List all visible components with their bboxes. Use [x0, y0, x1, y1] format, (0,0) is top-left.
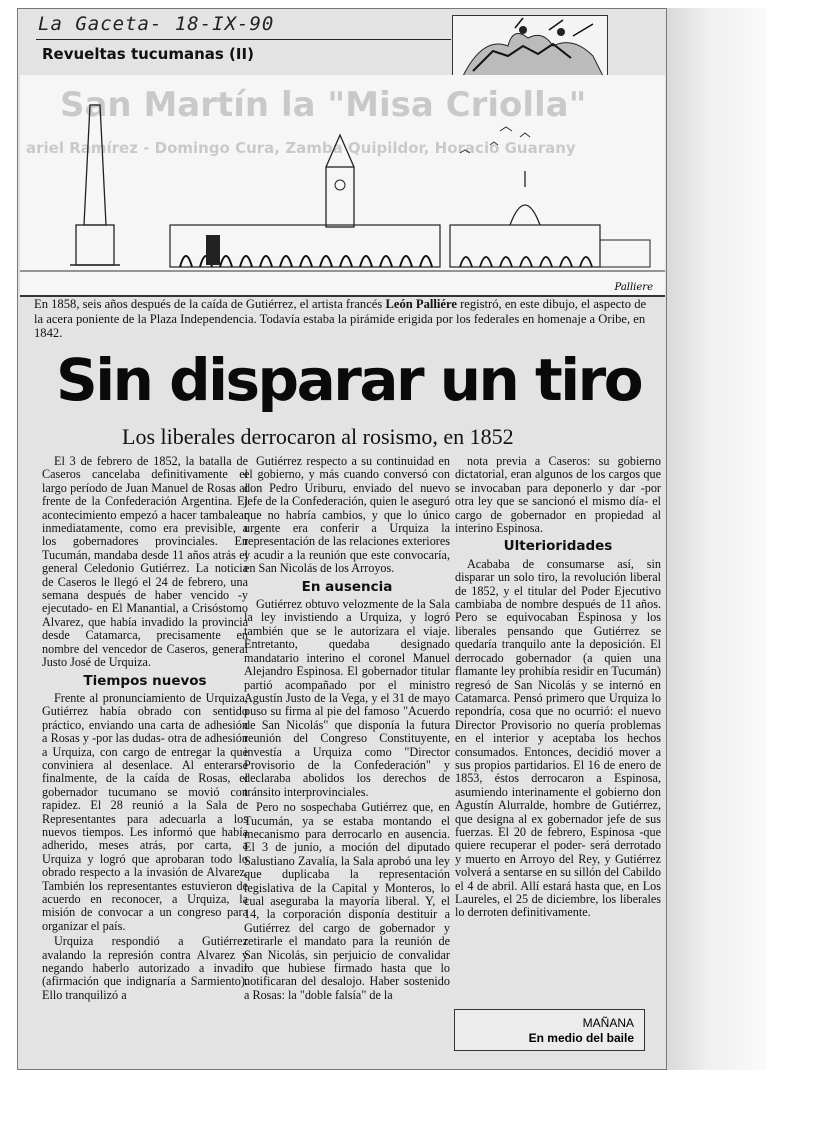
subheading-ulterioridades: Ulterioridades — [503, 538, 613, 555]
subheading-en-ausencia: En ausencia — [301, 578, 393, 595]
headline: Sin disparar un tiro — [56, 346, 642, 414]
newspaper-clipping — [17, 8, 667, 1070]
next-title: En medio del baile — [528, 1031, 634, 1045]
paragraph: Urquiza respondió a Gutiérrez avalando la represión contra Alvarez y negando haberlo autorizado a invadir (afirmación que indignaría a Sarmiento). Ello tranquilizó a — [42, 934, 248, 1002]
next-installment-box — [454, 1009, 645, 1051]
paragraph: Acababa de consumarse así, sin disparar un solo tiro, la revolución liberal de 1852, y el titular del Poder Ejecutivo cambiaba de nombre después de 11 años. Pero se equivocaban Espinosa y los liberales pensando que Gutiérrez se quedaría tranquilo ante la deposición. El derrocado gobernador (a quien una flamante ley prohibía residir en Tucumán) regresó de San Nicolás y se internó en Catamarca. Pensó primero que Urquiza lo repondría, cosa que no ocurrió: el nuevo Director Provisorio no quería problemas en el interior y aceptaba los hechos consumados. Entonces, decidió mover a sus propios partidarios. El 16 de enero de 1853, éstos derrocaron a Espinosa, asumiendo interinamente el gobierno don Agustín Alurralde, hombre de Gutiérrez, que designa al ex gobernador jefe de sus fuerzas. El 20 de febrero, Espinosa -que quiere recuperar el poder- será derrotado y muerto en Arroyo del Rey, y Gutiérrez volverá a sentarse en su sillón del Cabildo el 4 de abril. Allí estará hasta que, en Los Laureles, el 25 de diciembre, los liberales lo derroten definitivamente. — [455, 556, 661, 920]
subheading-tiempos-nuevos: Tiempos nuevos — [83, 672, 207, 689]
paragraph: nota previa a Caseros: su gobierno dictatorial, eran algunos de los cargos que se invocaban para deponerlo y dar -por otra ley que se sancionó el mismo día- el cargo de gobernador en propiedad al interino Espinosa. — [455, 454, 661, 536]
paragraph: El 3 de febrero de 1852, la batalla de Caseros cancelaba definitivamente el largo período de Juan Manuel de Rosas al frente de la Confederación Argentina. El acontecimiento empezó a hacer tambalear inmediatamente, como era previsible, a los gobernadores provinciales. En Tucumán, mandaba desde 11 años atrás el general Celedonio Gutiérrez. La noticia de Caseros le llegó el 24 de febrero, una semana después de haber vencido -y ejecutado- en El Manantial, a Crisóstomo Alvarez, que había invadido la provincia desde Catamarca, precisamente en nombre del vencedor de Caseros, general Justo José de Urquiza. — [42, 454, 248, 670]
article-column-2 — [244, 455, 450, 1004]
article-column-1 — [42, 455, 248, 1004]
paragraph: Gutiérrez respecto a su continuidad en el gobierno, y más cuando conversó con don Pedro Uriburu, enviado del nuevo jefe de la Confederación, quien le aseguró que no habría cambios, y que lo único urgente era conferir a Urquiza la representación de las relaciones exteriores y acudir a la reunión que este convocaría, en San Nicolás de los Arroyos. — [244, 454, 450, 576]
artist-signature: Palliere — [614, 282, 653, 293]
next-label: MAÑANA — [582, 1016, 634, 1030]
article-column-3 — [455, 455, 661, 922]
paragraph: Pero no sospechaba Gutiérrez que, en Tucumán, ya se estaba montando el mecanismo para derrocarlo en ausencia. El 3 de junio, a moción del diputado Salustiano Zavalía, la Sala aprobó una ley que duplicaba la representación legislativa de la Capital y Monteros, lo cual aseguraba la mayoría liberal. Y, el 14, la corporación disponía destituir a Gutiérrez del cargo de gobernador y retirarle el mandato para la reunión de San Nicolás, sin perjuicio de convalidar lo que hubiese firmado hasta que lo notificaran del desalojo. Haber sostenido a Rosas: la "doble falsía" de la — [244, 800, 450, 1002]
handwritten-date: La Gaceta- 18-IX-90 — [38, 13, 275, 35]
scan-background — [667, 8, 767, 1070]
photo-caption: En 1858, seis años después de la caída de Gutiérrez, el artista francés León Palliére registró, en este dibujo, el aspecto de la acera poniente de la Plaza Independencia. Todavía estaba la pirámide erigida por los federales en homenaje a Oribe, en 1842. — [34, 297, 647, 340]
paragraph: Frente al pronunciamiento de Urquiza, Gutiérrez había obrado con sentido práctico, enviando una carta de adhesión a Rosas y -por las dudas- otra de adhesión a Urquiza, con cargo de entregar la que conviniera al desenlace. Al enterarse finalmente, de la caída de Rosas, el gobernador tucumano se movió con rapidez. El 28 reunió a la Sala de Representantes para adecuarla a los nuevos tiempos. Les informó que había adherido, meses atrás, por carta, a Urquiza y logró que aprobaran todo lo obrado respecto a la invasión de Alvarez. También los representantes estuvieron de acuerdo en reconocer, a Urquiza, la misión de convocar a un congreso para organizar el país. — [42, 690, 248, 933]
section-label: Revueltas tucumanas (II) — [42, 45, 254, 63]
paragraph: Gutiérrez obtuvo velozmente de la Sala la ley invistiendo a Urquiza, y logró también que se le autorizara el viaje. Entretanto, quedaba designado mandatario interino el coronel Manuel Alejandro Espinosa. El gobernador titular partió acompañado por el ministro Agustín Justo de la Vega, y el 31 de mayo puso su firma al pie del famoso "Acuerdo de San Nicolás" que disponía la futura reunión del Congreso Constituyente, investía a Urquiza como "Director Provisorio de la Confederación" y declaraba abolidos los derechos de tránsito interprovinciales. — [244, 597, 450, 799]
header-rule — [36, 39, 451, 40]
bleed-through-subtitle: ariel Ramírez - Domingo Cura, Zamba Quipildor, Horacio Guarany — [26, 139, 576, 157]
subheadline: Los liberales derrocaron al rosismo, en 1852 — [122, 424, 514, 449]
caption-artist-name: León Palliére — [385, 297, 457, 311]
plaza-independencia-drawing — [20, 75, 665, 297]
bleed-through-title: San Martín la "Misa Criolla" — [60, 85, 587, 125]
